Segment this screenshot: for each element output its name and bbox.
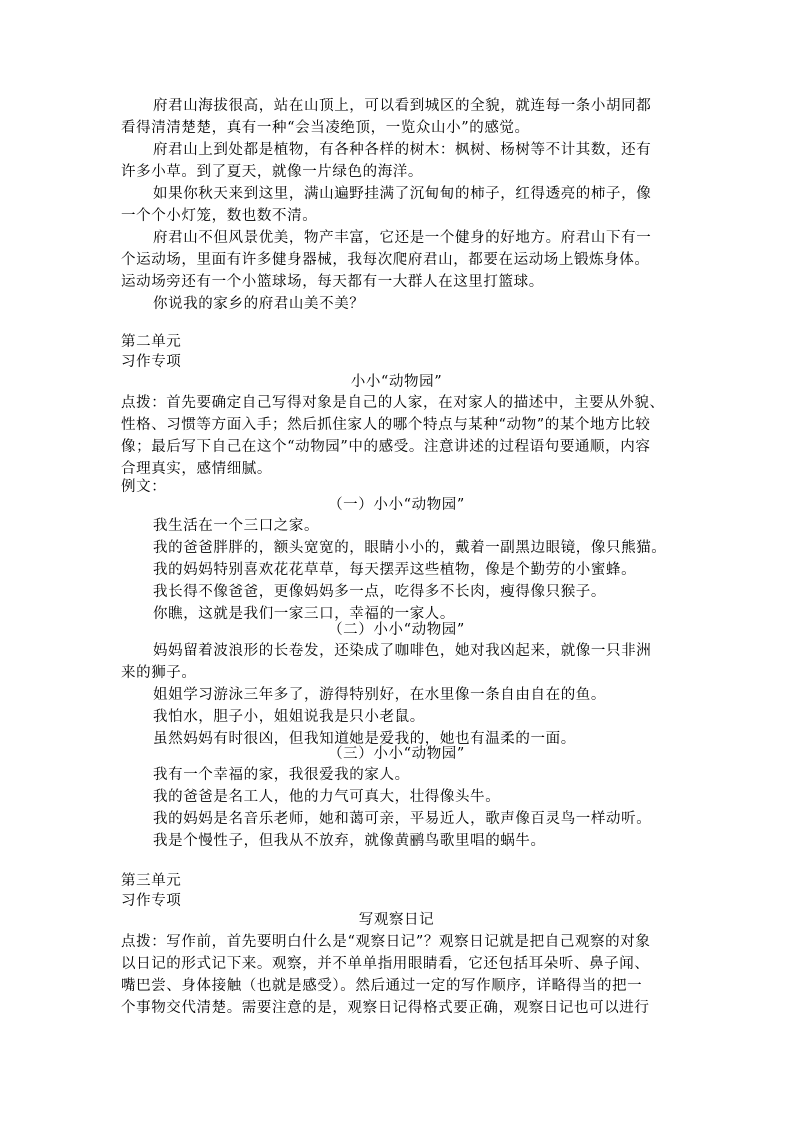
essay3-p3: 我的妈妈是名音乐老师，她和蔼可亲，平易近人，歌声像百灵鸟一样动听。	[153, 811, 652, 827]
intro-p2-line2: 许多小草。到了夏天，就像一片绿色的海洋。	[121, 164, 423, 180]
intro-p3-line1: 如果你秋天来到这里，满山遍野挂满了沉甸甸的柿子，红得透亮的柿子，像	[153, 186, 652, 202]
intro-p1-line2: 看得清清楚楚，真有一种“会当凌绝顶，一览众山小”的感觉。	[121, 120, 530, 136]
intro-p4-line2: 个运动场，里面有许多健身器械，我每次爬府君山，都要在运动场上锻炼身体。	[121, 252, 650, 268]
unit3-tip-line4: 个事物交代清楚。需要注意的是，观察日记得格式要正确，观察日记也可以进行	[121, 1000, 650, 1016]
essay1-p1: 我生活在一个三口之家。	[153, 518, 320, 534]
unit2-tip-line1: 点拨：首先要确定自己写得对象是自己的人家，在对家人的描述中，主要从外貌、	[121, 395, 665, 411]
essay1-p4: 我长得不像爸爸，更像妈妈多一点，吃得多不长肉，瘦得像只猴子。	[153, 584, 606, 600]
unit2-example-label: 例文：	[121, 479, 167, 495]
unit2-tip-line2: 性格、习惯等方面入手；然后抓住家人的哪个特点与某种“动物”的某个地方比较	[121, 417, 651, 433]
unit3-subheading: 习作专项	[121, 893, 182, 909]
unit2-heading: 第二单元	[121, 334, 182, 350]
unit2-tip-line4: 合理真实，感情细腻。	[121, 461, 272, 477]
essay2-p2: 姐姐学习游泳三年多了，游得特别好，在水里像一条自由自在的鱼。	[153, 687, 606, 703]
essay3-p1: 我有一个幸福的家，我很爱我的家人。	[153, 767, 410, 783]
essay1-title: （一）小小“动物园”	[328, 497, 465, 513]
essay2-title: （二）小小“动物园”	[328, 622, 465, 638]
essay1-p3: 我的妈妈特别喜欢花花草草，每天摆弄这些植物，像是个勤劳的小蜜蜂。	[153, 562, 637, 578]
essay1-p5: 你瞧，这就是我们一家三口，幸福的一家人。	[153, 606, 455, 622]
essay2-p4: 虽然妈妈有时很凶，但我知道她是爱我的，她也有温柔的一面。	[153, 731, 576, 747]
unit2-subheading: 习作专项	[121, 354, 182, 370]
unit3-tip-line3: 嘴巴尝、身体接触（也就是感受）。然后通过一定的写作顺序，详略得当的把一	[121, 978, 643, 994]
essay3-title: （三）小小“动物园”	[328, 746, 465, 762]
intro-p5: 你说我的家乡的府君山美不美？	[153, 296, 365, 312]
unit3-title: 写观察日记	[358, 912, 435, 928]
intro-p2-line1: 府君山上到处都是植物，有各种各样的树木：枫树、杨树等不计其数，还有	[153, 142, 652, 158]
unit2-tip-line3: 像；最后写下自己在这个“动物园”中的感受。注意讲述的过程语句要通顺，内容	[121, 439, 651, 455]
essay3-p4: 我是个慢性子，但我从不放弃，就像黄鹂鸟歌里唱的蜗牛。	[153, 833, 546, 849]
intro-p3-line2: 一个个小灯笼，数也数不清。	[121, 208, 318, 224]
intro-p4-line3: 运动场旁还有一个小篮球场，每天都有一大群人在这里打篮球。	[121, 274, 544, 290]
unit3-tip-line1: 点拨：写作前，首先要明白什么是“观察日记”？观察日记就是把自己观察的对象	[121, 934, 651, 950]
essay2-p1-line1: 妈妈留着波浪形的长卷发，还染成了咖啡色，她对我凶起来，就像一只非洲	[153, 643, 652, 659]
essay1-p2: 我的爸爸胖胖的，额头宽宽的，眼睛小小的，戴着一副黑边眼镜，像只熊猫。	[153, 540, 667, 556]
intro-p1-line1: 府君山海拔很高，站在山顶上，可以看到城区的全貌，就连每一条小胡同都	[153, 98, 652, 114]
unit3-heading: 第三单元	[121, 873, 182, 889]
essay2-p3: 我怕水，胆子小，姐姐说我是只小老鼠。	[153, 709, 425, 725]
essay2-p1-line2: 来的狮子。	[121, 665, 197, 681]
unit2-title: 小小“动物园”	[350, 374, 443, 390]
essay3-p2: 我的爸爸是名工人，他的力气可真大，壮得像头牛。	[153, 789, 501, 805]
unit3-tip-line2: 以日记的形式记下来。观察，并不单单指用眼睛看，它还包括耳朵听、鼻子闻、	[121, 956, 650, 972]
intro-p4-line1: 府君山不但风景优美，物产丰富，它还是一个健身的好地方。府君山下有一	[153, 230, 652, 246]
